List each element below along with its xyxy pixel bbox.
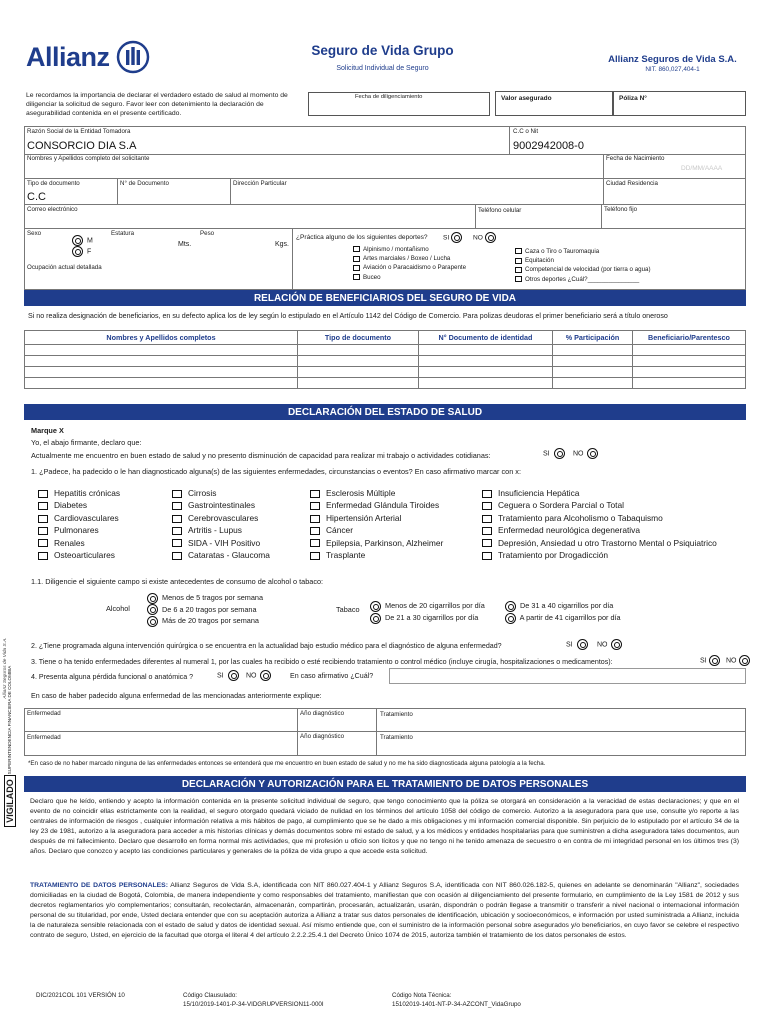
- datos-header: DECLARACIÓN Y AUTORIZACIÓN PARA EL TRATAMIENTO DE DATOS PERSONALES: [24, 776, 746, 792]
- checkbox-deporte[interactable]: Aviación o Paracaidismo o Parapente: [353, 263, 466, 272]
- allianz-logo: [26, 40, 150, 74]
- company-nit: NIT. 860,027,404-1: [645, 66, 700, 73]
- tabaco-option[interactable]: De 31 a 40 cigarrillos por día: [503, 600, 621, 612]
- beneficiarios-header: RELACIÓN DE BENEFICIARIOS DEL SEGURO DE VIDA: [24, 290, 746, 306]
- checkbox-deporte[interactable]: Otros deportes ¿Cuál?_______________: [515, 275, 651, 284]
- q4-no-option[interactable]: NO: [246, 670, 273, 681]
- actual-si-option[interactable]: SI: [543, 448, 567, 459]
- checkbox-deporte[interactable]: Competencial de velocidad (por tierra o agua): [515, 265, 651, 274]
- checkbox-enfermedad[interactable]: Trasplante: [310, 549, 443, 561]
- vigilado-stamp: VIGILADO: [5, 760, 17, 842]
- checkbox-enfermedad[interactable]: Artritis - Lupus: [172, 524, 270, 536]
- fecha-diligenciamiento-field[interactable]: Fecha de diligenciamiento: [308, 92, 490, 116]
- allianz-eagle-icon: [116, 40, 150, 74]
- ano-field[interactable]: Año diagnóstico: [300, 710, 345, 717]
- q2-no-option[interactable]: NO: [597, 639, 624, 650]
- deportes-si-option[interactable]: SI: [443, 232, 464, 243]
- tabaco-options-b: [503, 600, 621, 624]
- checkbox-enfermedad[interactable]: Esclerosis Múltiple: [310, 487, 443, 499]
- valor-asegurado-field[interactable]: Valor asegurado: [495, 91, 613, 116]
- enfermedad-field[interactable]: Enfermedad: [27, 734, 61, 741]
- tipo-documento-value[interactable]: C.C: [27, 191, 46, 203]
- form-subtitle: Solicitud Individual de Seguro: [336, 65, 429, 72]
- table-row[interactable]: [25, 356, 746, 367]
- checkbox-enfermedad[interactable]: Tratamiento por Drogadicción: [482, 549, 717, 561]
- alcohol-option[interactable]: De 6 a 20 tragos por semana: [145, 604, 263, 616]
- tratamiento-datos-text: TRATAMIENTO DE DATOS PERSONALES: Allianz Seguros de Vida S.A, identificada con NIT 860.027.404-1 y Allianz Seguros S.A, identificada con NIT 860.026.182-5, quienes en adelante se denominarán "Allianz", sociedades domiciliadas en la ciudad de Bogotá, Colombia, de manera independiente y como responsables del tratamiento, manifiestan que con ocasión al diligenciamiento del presente formulario, en cumplimiento de la Ley 1581 de 2012 y sus decretos reglamentarios y/o complementarios; consultarán, recolectarán, almacenarán, compartirán, procesarán, actualizarán, usarán, dispondrán o podrán llegase a transmitir o transferir a nivel nacional o internacional información personal de su titularidad, por ende, Usted declara entender que con su aceptación autoriza a Allianz a tratar sus datos personales de identificación, ubicación y socioeconómicos, e información por usted suministrada a Allianz, incluida la de naturaleza sensible relacionada con el estado de salud y datos de identidad sexual. Así mismo entiende que, con el suministro de la información personal sobre asegurados y/o beneficiarios, en cuyo favor se celebre el respectivo contrato de seguro, Usted, en ejercicio de la facultad que otorga el literal 4 del artículo 2.2.2.25.4.1 del Decreto Único 1074 de 2015, autoriza también el tratamiento de los datos personales de estos.: [30, 882, 739, 939]
- tratamiento-field[interactable]: Tratamiento: [380, 734, 413, 741]
- q3-no-option[interactable]: NO: [726, 655, 752, 666]
- alcohol-option[interactable]: Menos de 5 tragos por semana: [145, 592, 263, 604]
- company-name: Allianz Seguros de Vida S.A.: [608, 54, 737, 65]
- checkbox-enfermedad[interactable]: Enfermedad neurológica degenerativa: [482, 524, 717, 536]
- alcohol-options: [145, 592, 263, 627]
- checkbox-enfermedad[interactable]: Cardiovasculares: [38, 512, 120, 524]
- checkbox-enfermedad[interactable]: Diabetes: [38, 499, 120, 511]
- poliza-field[interactable]: Póliza N°: [613, 91, 746, 116]
- actual-no-option[interactable]: NO: [573, 448, 600, 459]
- sexo-f-option[interactable]: F: [70, 246, 91, 257]
- checkbox-enfermedad[interactable]: Insuficiencia Hepática: [482, 487, 717, 499]
- cc-nit-value[interactable]: 9002942008-0: [513, 140, 584, 152]
- declaracion-text: Declaro que he leído, entiendo y acepto la información contenida en la presente solicitud individual de seguro, que tengo conocimiento que la póliza se otorgará en consideración a la veracidad de estas declaraciones; y que en el evento de no coincidir ellas estrictamente con la realidad, el seguro otorgado quedará viciado de nulidad en los términos del artículo 1058 del código de comercio. Autorizo a la aseguradora para que use, consulte y/o reporte a las centrales de información de riesgos , cualquier información relativa a mis hábitos de pago, al cumplimiento que se he dado a mis obligaciones y mi información comercial disponible. Sin perjuicio de lo estipulado por el artículo 34 de la ley 23 de 1981, autorizo a la aseguradora para acceder a mis historias clínicas y demás documentos sobre mi estado de salud, y a los médicos y entidades hospitalarias para que suministren a dicha aseguradora tales documentos, aun después de mi fallecimiento. Declaro que desarrollo en forma normal mis actividades, que mi profesión u oficio son lícitos y que no tengo ni he tenido amenaza de secuestro o en contra de mi integridad personal en los últimos tres (3) años. Declaro que conozco y acepto las condiciones particulares y generales de la póliza de vida grupo a que accede esta solicitud.: [30, 798, 739, 855]
- intro-text: Le recordamos la importancia de declarar el verdadero estado de salud al momento de diligenciar la solicitud de seguro. Favor leer con detenimiento la declaración de asegurabilidad contenida en el presente certificado.: [26, 92, 288, 117]
- checkbox-enfermedad[interactable]: Cataratas - Glaucoma: [172, 549, 270, 561]
- enfermedades-col4: [482, 487, 717, 561]
- checkbox-enfermedad[interactable]: Hepatitis crónicas: [38, 487, 120, 499]
- checkbox-deporte[interactable]: Caza o Tiro o Tauromaquia: [515, 247, 651, 256]
- checkbox-enfermedad[interactable]: Cirrosis: [172, 487, 270, 499]
- enfermedades-col1: [38, 487, 120, 561]
- sexo-m-option[interactable]: M: [70, 235, 93, 246]
- checkbox-deporte[interactable]: Alpinismo / montañismo: [353, 245, 466, 254]
- superintendencia-text: SUPERINTENDENCIA FINANCIERA DE COLOMBIA: [7, 665, 12, 775]
- enfermedad-field[interactable]: Enfermedad: [27, 710, 61, 717]
- q3-si-option[interactable]: SI: [700, 655, 722, 666]
- checkbox-deporte[interactable]: Equitación: [515, 256, 651, 265]
- table-row[interactable]: [25, 378, 746, 389]
- enfermedades-col3: [310, 487, 443, 561]
- form-title: Seguro de Vida Grupo: [311, 43, 454, 58]
- alcohol-option[interactable]: Más de 20 tragos por semana: [145, 615, 263, 627]
- tabaco-options-a: [368, 600, 485, 624]
- q4-cual-field[interactable]: [389, 668, 746, 684]
- checkbox-enfermedad[interactable]: Hipertensión Arterial: [310, 512, 443, 524]
- table-row[interactable]: [25, 367, 746, 378]
- checkbox-enfermedad[interactable]: Tratamiento para Alcoholismo o Tabaquismo: [482, 512, 717, 524]
- enfermedades-col2: [172, 487, 270, 561]
- checkbox-enfermedad[interactable]: Osteoarticulares: [38, 549, 120, 561]
- deportes-list-left: [353, 245, 466, 282]
- beneficiarios-table: Nombres y Apellidos completos Tipo de documento N° Documento de identidad % Participación Beneficiario/Parentesco: [24, 330, 746, 389]
- deportes-no-option[interactable]: NO: [473, 232, 498, 243]
- checkbox-enfermedad[interactable]: SIDA - VIH Positivo: [172, 537, 270, 549]
- table-row[interactable]: [25, 345, 746, 356]
- checkbox-enfermedad[interactable]: Depresión, Ansiedad u otro Trastorno Mental o Psiquiatrico: [482, 537, 717, 549]
- razon-social-value[interactable]: CONSORCIO DIA S.A: [27, 140, 137, 152]
- beneficiarios-note: Si no realiza designación de beneficiarios, en su defecto aplica los de ley según lo estipulado en el Artículo 1142 del Código de Comercio. Para polizas deudoras el primer beneficiario será a título oneroso: [28, 312, 668, 320]
- brand-name: Allianz: [26, 41, 110, 72]
- q2-si-option[interactable]: SI: [566, 639, 590, 650]
- checkbox-deporte[interactable]: Buceo: [353, 273, 466, 282]
- checkbox-enfermedad[interactable]: Cáncer: [310, 524, 443, 536]
- checkbox-enfermedad[interactable]: Pulmonares: [38, 524, 120, 536]
- salud-header: DECLARACIÓN DEL ESTADO DE SALUD: [24, 404, 746, 420]
- tabaco-option[interactable]: Menos de 20 cigarrillos por día: [368, 600, 485, 612]
- allianz-side-text: Allianz Seguros de Vida S.A.: [3, 637, 8, 699]
- q4-si-option[interactable]: SI: [217, 670, 241, 681]
- ano-field[interactable]: Año diagnóstico: [300, 733, 345, 740]
- checkbox-enfermedad[interactable]: Renales: [38, 537, 120, 549]
- tratamiento-field[interactable]: Tratamiento: [380, 711, 413, 718]
- checkbox-enfermedad[interactable]: Epilepsia, Parkinson, Alzheimer: [310, 537, 443, 549]
- checkbox-enfermedad[interactable]: Ceguera o Sordera Parcial o Total: [482, 499, 717, 511]
- fecha-nacimiento-placeholder[interactable]: DD/MM/AAAA: [681, 165, 723, 172]
- checkbox-enfermedad[interactable]: Cerebrovasculares: [172, 512, 270, 524]
- tabaco-option[interactable]: A partir de 41 cigarrillos por día: [503, 612, 621, 624]
- checkbox-enfermedad[interactable]: Enfermedad Glándula Tiroides: [310, 499, 443, 511]
- checkbox-enfermedad[interactable]: Gastrointestinales: [172, 499, 270, 511]
- checkbox-deporte[interactable]: Artes marciales / Boxeo / Lucha: [353, 254, 466, 263]
- tabaco-option[interactable]: De 21 a 30 cigarrillos por día: [368, 612, 485, 624]
- deportes-list-right: [515, 247, 651, 284]
